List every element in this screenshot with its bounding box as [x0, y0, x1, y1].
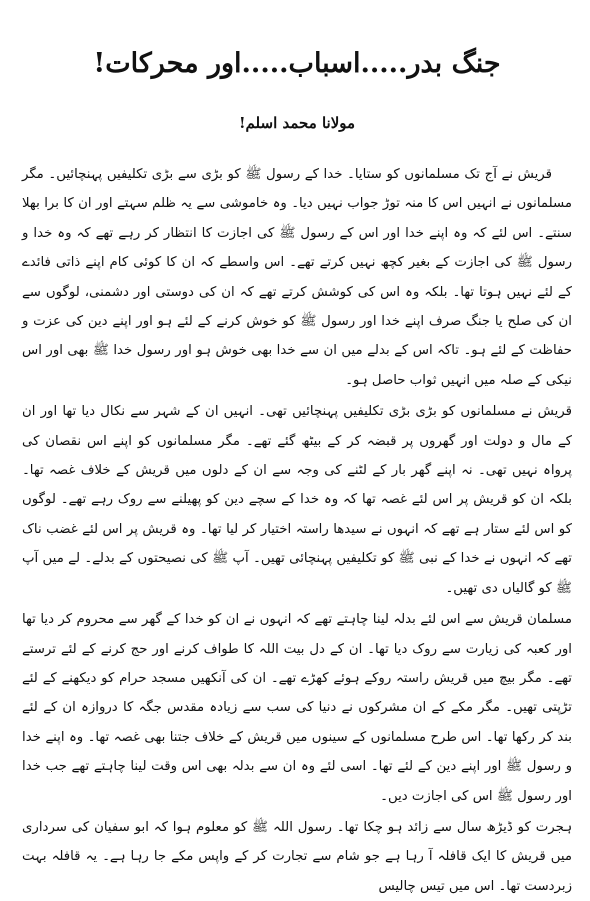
paragraph-4: ہجرت کو ڈیڑھ سال سے زائد ہو چکا تھا۔ رسول اللہ ﷺ کو معلوم ہوا کہ ابو سفیان کی سرداری میں قریش کا ایک قافلہ آ رہا ہے جو شام سے تجارت کر کے واپس مکے جا رہا ہے۔ یہ قافلہ بہت زبردست تھا۔ اس میں تیس چالیس	[22, 819, 572, 894]
article-author: مولانا محمد اسلم!	[238, 114, 356, 132]
article-title: جنگ بدر.....اسباب.....اور محرکات!	[93, 48, 501, 79]
paragraph-1: قریش نے آج تک مسلمانوں کو ستایا۔ خدا کے رسول ﷺ کو بڑی سے بڑی تکلیفیں پہنچائیں۔ مگر مسلمانوں نے انہیں اس کا منہ توڑ جواب نہیں دیا۔ وہ خاموشی سے یہ ظلم سہتے اور ان کا برا بھلا سنتے۔ اس لئے کہ وہ اپنے خدا اور اس کے رسول ﷺ کی اجازت کا انتظار کر رہے تھے کہ وہ خدا و رسول ﷺ کی اجازت کے بغیر کچھ نہیں کرتے تھے۔ اس واسطے کہ ان کا کوئی کام اپنے ذاتی فائدے کے لئے نہیں ہوتا تھا۔ بلکہ وہ اس کی کوشش کرتے تھے کہ ان کی دوستی اور دشمنی، لوگوں سے ان کی صلح یا جنگ صرف اپنے خدا اور رسول ﷺ کو خوش کرنے کے لئے ہو اور اپنے دین کی عزت و حفاظت کے لئے ہو۔ تاکہ اس کے بدلے میں ان سے خدا بھی خوش ہو اور رسول خدا ﷺ بھی اور اس نیکی کے صلہ میں انہیں ثواب حاصل ہو۔	[22, 167, 572, 388]
paragraph-2: قریش نے مسلمانوں کو بڑی بڑی تکلیفیں پہنچائیں تھی۔ انہیں ان کے شہر سے نکال دیا تھا اور ان کے مال و دولت اور گھروں پر قبضہ کر کے بیٹھ گئے تھے۔ مگر مسلمانوں کو اپنے اس نقصان کی پرواہ نہیں تھی۔ نہ اپنے گھر بار کے لٹنے کی وجہ سے ان کے دلوں میں قریش کے خلاف غصہ تھا۔ بلکہ ان کو قریش پر اس لئے غصہ تھا کہ وہ خدا کے سچے دین کو پھیلنے سے روک رہے تھے۔ لوگوں کو اس لئے ستار ہے تھے کہ انہوں نے سیدھا راستہ اختیار کر لیا تھا۔ وہ قریش پر اس لئے غضب ناک تھے کہ انہوں نے خدا کے نبی ﷺ کو تکلیفیں پہنچائی تھیں۔ آپ ﷺ کی نصیحتوں کے بدلے۔ لے میں آپ ﷺ کو گالیاں دی تھیں۔	[22, 404, 572, 596]
paragraph-3: مسلمان قریش سے اس لئے بدلہ لینا چاہتے تھے کہ انہوں نے ان کو خدا کے گھر سے محروم کر دیا تھا اور کعبہ کی زیارت سے روک دیا تھا۔ ان کے دل بیت اللہ کا طواف کرنے اور حج کرنے کے لئے ترستے تھے۔ مگر بیچ میں قریش راستہ روکے ہوئے کھڑے تھے۔ ان کی آنکھیں مسجد حرام کو دیکھنے کے لئے تڑپتی تھیں۔ مگر مکے کے ان مشرکوں نے دنیا کی سب سے زیادہ مقدس جگہ کا دروازہ ان کے لئے بند کر رکھا تھا۔ اس طرح مسلمانوں کے سینوں میں قریش کے خلاف جتنا بھی غصہ تھا۔ وہ اپنے خدا و رسول ﷺ اور اپنے دین کے لئے تھا۔ اسی لئے وہ ان سے بدلہ بھی اس وقت لینا چاہتے تھے جب خدا اور رسول ﷺ اس کی اجازت دیں۔	[22, 612, 572, 804]
article-body	[22, 160, 572, 901]
